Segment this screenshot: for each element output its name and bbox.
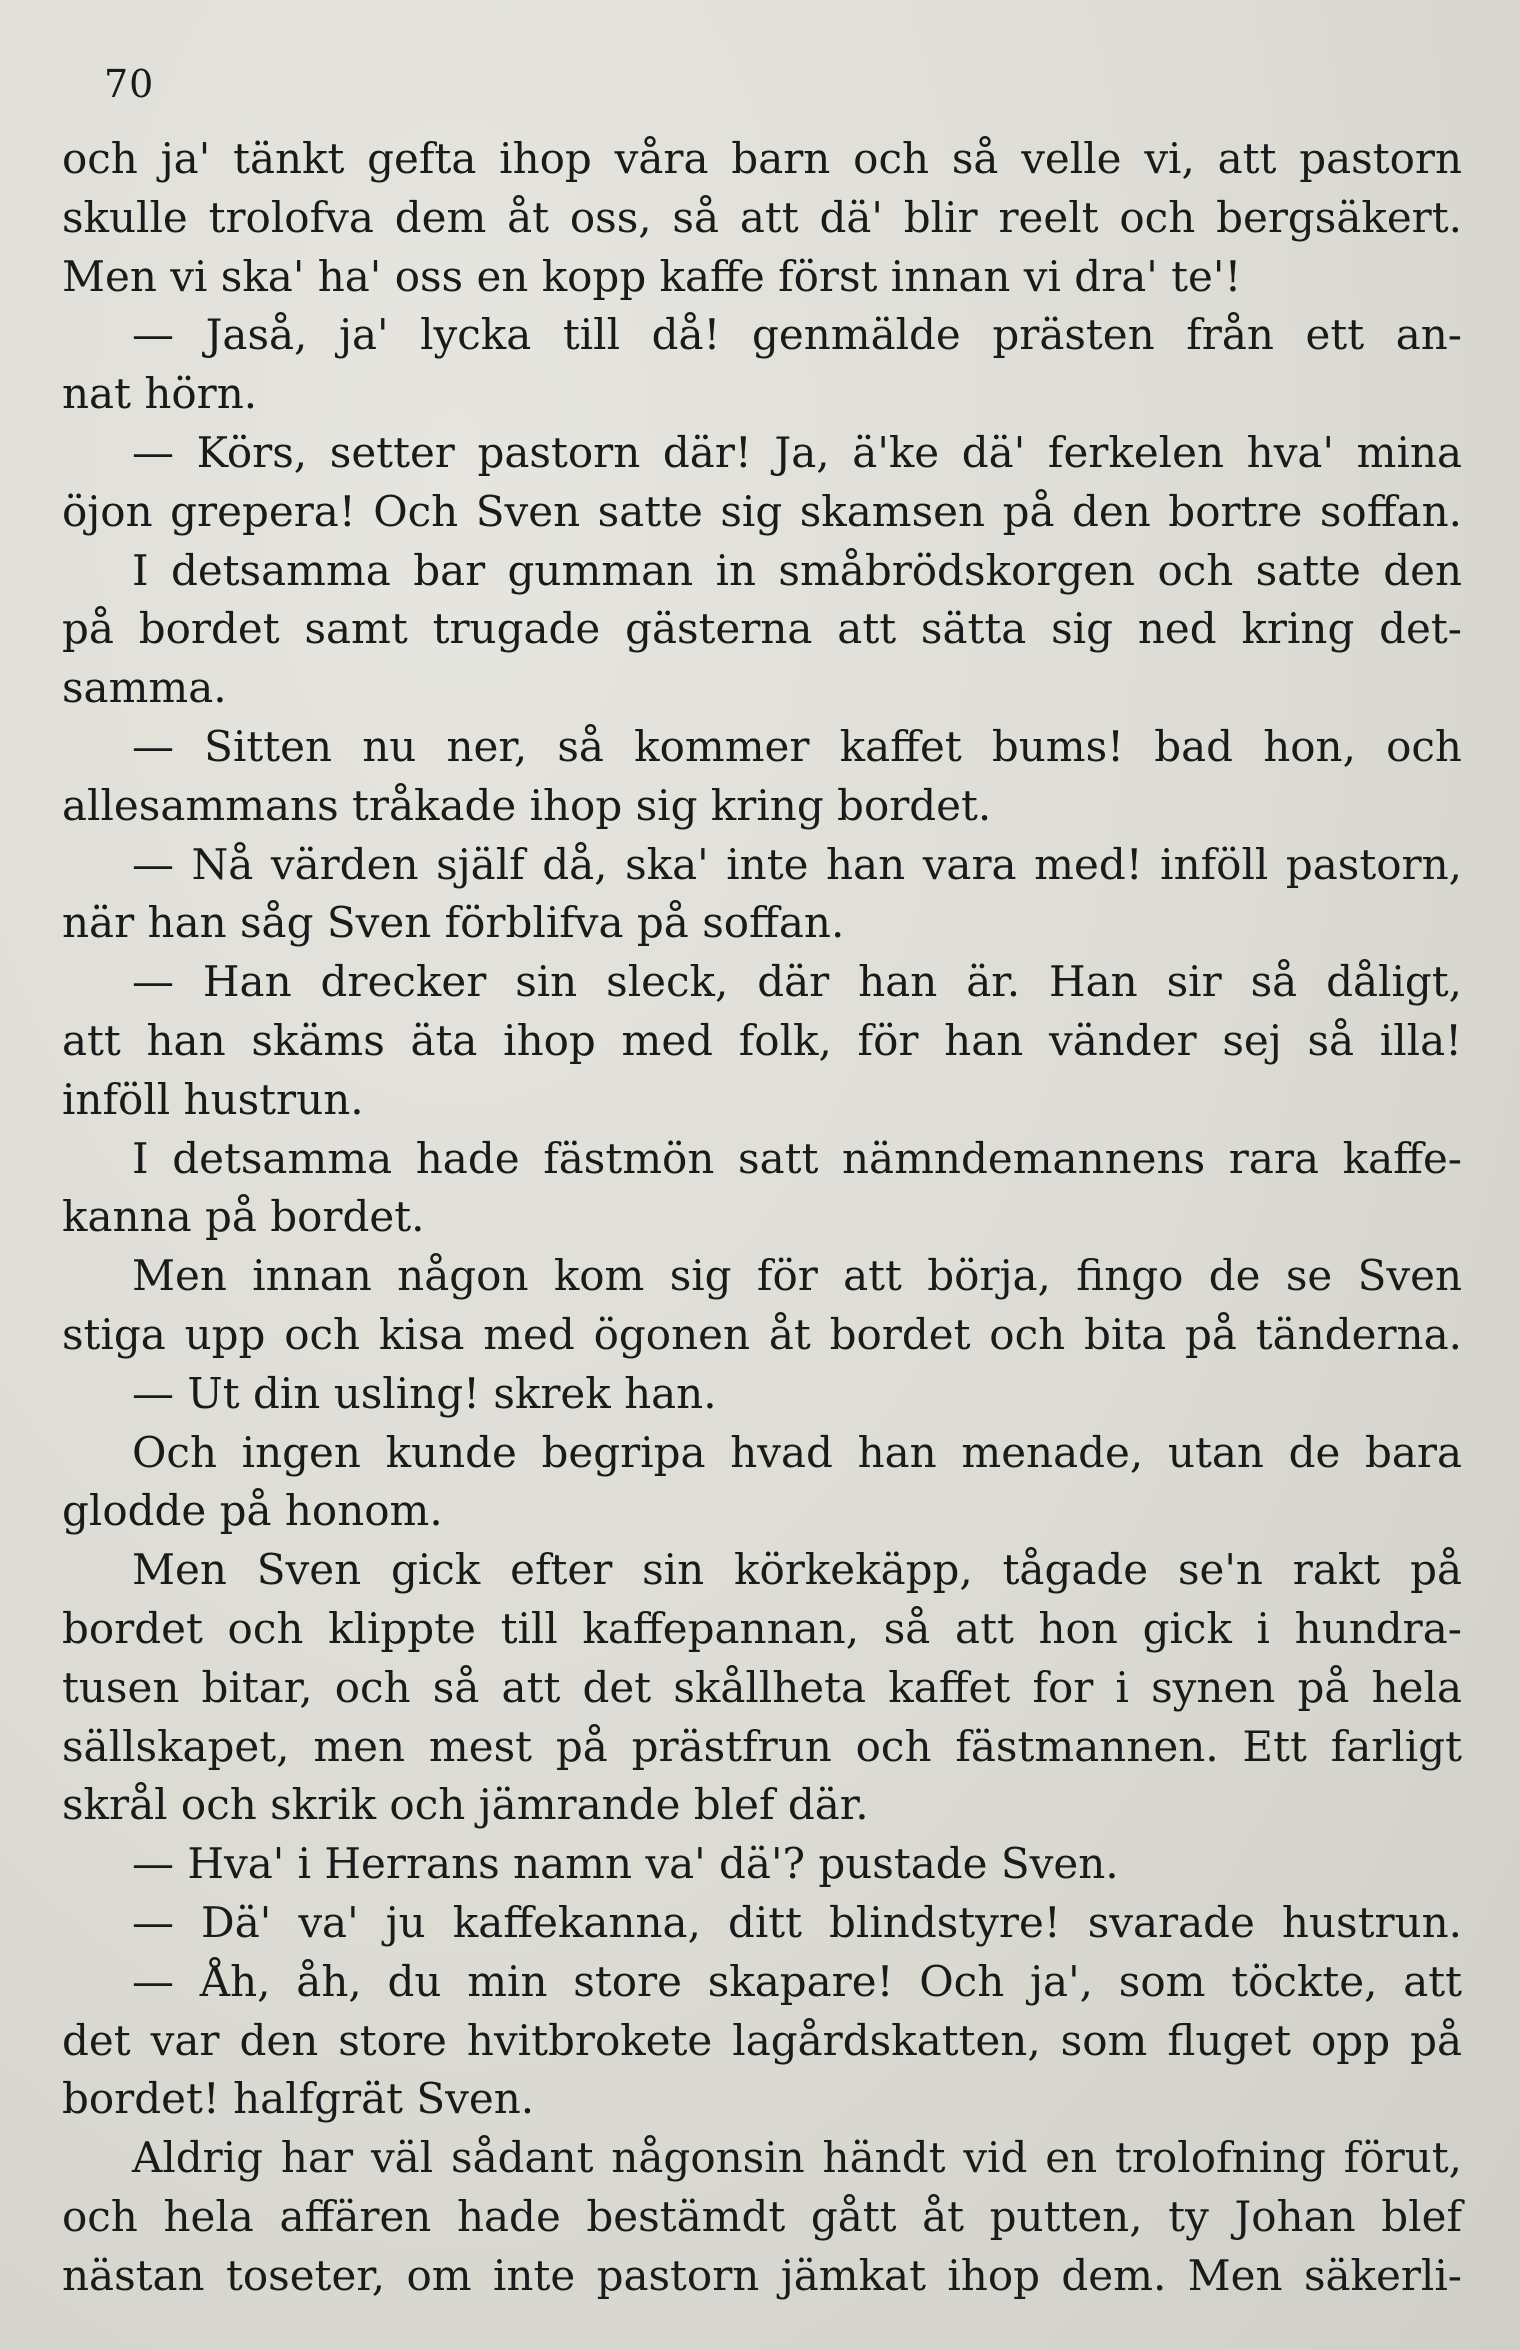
text-line: — Sitten nu ner, så kommer kaffet bums! bad hon, och bbox=[132, 721, 1462, 771]
text-line: och ja' tänkt gefta ihop våra barn och så velle vi, att pastorn bbox=[62, 134, 1462, 183]
text-line: när han såg Sven förblifva på soffan. bbox=[62, 898, 845, 948]
text-line: inföll hustrun. bbox=[62, 1074, 364, 1124]
text-line: I detsamma hade fästmön satt nämndemannens rara kaffe- bbox=[132, 1133, 1462, 1183]
text-line: nästan toseter, om inte pastorn jämkat ihop dem. Men säkerli- bbox=[62, 2250, 1462, 2300]
text-line: Men Sven gick efter sin körkekäpp, tågade se'n rakt på bbox=[132, 1545, 1462, 1595]
text-line: allesammans tråkade ihop sig kring bordet. bbox=[62, 780, 992, 830]
text-line: — Han drecker sin sleck, där han är. Han sir så dåligt, bbox=[132, 957, 1462, 1007]
text-line: Och ingen kunde begripa hvad han menade, utan de bara bbox=[132, 1427, 1462, 1477]
text-line: glodde på honom. bbox=[62, 1486, 443, 1536]
text-line: — Hva' i Herrans namn va' dä'? pustade Sven. bbox=[132, 1839, 1119, 1889]
text-line: skrål och skrik och jämrande blef där. bbox=[62, 1780, 869, 1830]
text-line: öjon grepera! Och Sven satte sig skamsen på den bortre soffan. bbox=[62, 486, 1462, 536]
text-line: sällskapet, men mest på prästfrun och fästmannen. Ett farligt bbox=[62, 1721, 1462, 1771]
text-line: — Jaså, ja' lycka till då! genmälde prästen från ett an- bbox=[132, 310, 1462, 360]
text-line: Men vi ska' ha' oss en kopp kaffe först innan vi dra' te'! bbox=[62, 251, 1242, 301]
text-line: bordet och klippte till kaffepannan, så att hon gick i hundra- bbox=[62, 1603, 1462, 1653]
text-line: kanna på bordet. bbox=[62, 1192, 425, 1242]
text-line: Men innan någon kom sig för att börja, fingo de se Sven bbox=[132, 1251, 1462, 1301]
page-number: 70 bbox=[104, 62, 155, 106]
text-line: att han skäms äta ihop med folk, för han vänder sej så illa! bbox=[62, 1015, 1462, 1065]
text-line: Aldrig har väl sådant någonsin händt vid en trolofning förut, bbox=[132, 2133, 1462, 2183]
text-line: skulle trolofva dem åt oss, så att dä' blir reelt och bergsäkert. bbox=[62, 192, 1462, 242]
text-line: på bordet samt trugade gästerna att sätta sig ned kring det- bbox=[62, 604, 1462, 654]
text-line: — Åh, åh, du min store skapare! Och ja', som töckte, att bbox=[132, 1956, 1462, 2006]
text-line: det var den store hvitbrokete lagårdskatten, som fluget opp på bbox=[62, 2015, 1462, 2065]
text-line: och hela affären hade bestämdt gått åt putten, ty Johan blef bbox=[62, 2191, 1462, 2241]
text-line: samma. bbox=[62, 663, 227, 713]
body-text bbox=[62, 130, 1462, 2305]
text-line: bordet! halfgrät Sven. bbox=[62, 2074, 535, 2124]
text-line: — Nå värden själf då, ska' inte han vara med! inföll pastorn, bbox=[132, 839, 1462, 889]
text-line: stiga upp och kisa med ögonen åt bordet och bita på tänderna. bbox=[62, 1309, 1462, 1359]
text-line: I detsamma bar gumman in småbrödskorgen och satte den bbox=[132, 545, 1462, 595]
text-line: nat hörn. bbox=[62, 369, 258, 419]
text-line: tusen bitar, och så att det skållheta kaffet for i synen på hela bbox=[62, 1662, 1462, 1712]
text-line: — Körs, setter pastorn där! Ja, ä'ke dä' ferkelen hva' mina bbox=[132, 427, 1462, 477]
text-line: — Ut din usling! skrek han. bbox=[132, 1368, 717, 1418]
text-line: — Dä' va' ju kaffekanna, ditt blindstyre! svarade hustrun. bbox=[132, 1897, 1462, 1947]
